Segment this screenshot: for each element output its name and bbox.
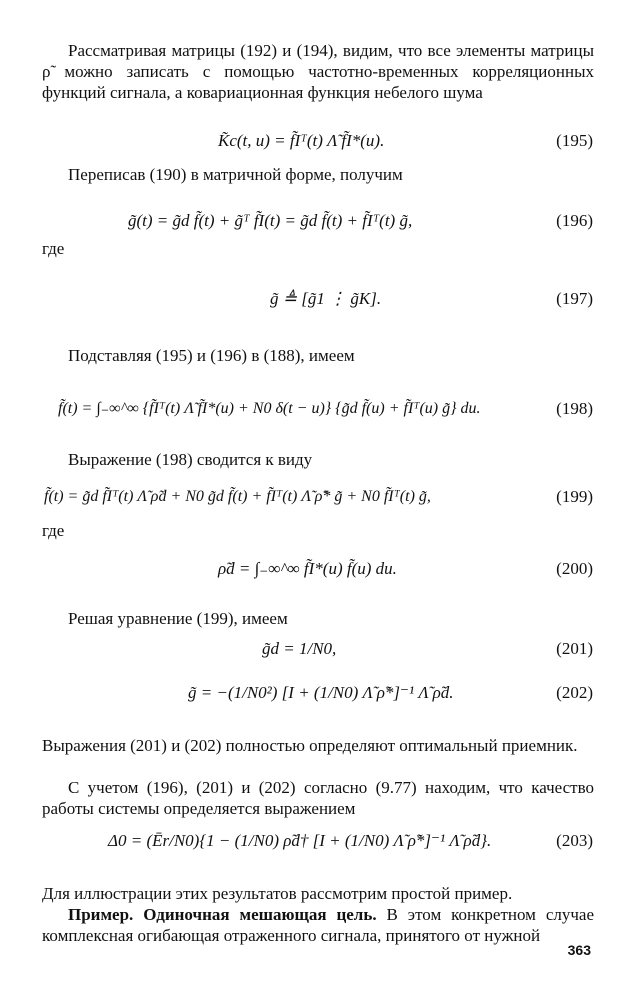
equation-number-195: (195) bbox=[556, 131, 593, 150]
equation-203 bbox=[108, 830, 491, 852]
equation-number-199: (199) bbox=[556, 487, 593, 506]
example-heading: Пример. Одиночная мешающая цель. bbox=[68, 905, 377, 924]
equation-200-text: ρ̃d = ∫₋∞^∞ f̃I*(u) f̃(u) du. bbox=[218, 559, 397, 578]
page-number: 363 bbox=[567, 942, 591, 958]
paragraph-intro: Рассматривая матрицы (192) и (194), видим, что все элементы матрицы ρ̃ можно записать с помощью частотно-временных корреляционных функций сигнала, а ковариационная функция небелого шума bbox=[42, 41, 594, 102]
paragraph-expressions: Выражения (201) и (202) полностью определяют оптимальный приемник. bbox=[42, 736, 578, 755]
equation-195 bbox=[218, 130, 384, 152]
equation-number-200: (200) bbox=[556, 559, 593, 578]
equation-196-text: g̃(t) = g̃d f̃(t) + g̃ᵀ f̃I(t) = g̃d f̃(t) + f̃Iᵀ(t) g̃, bbox=[128, 211, 413, 230]
equation-199-text: f̃(t) = g̃d f̃Iᵀ(t) Λ̃ ρ̃d + N0 g̃d f̃(t) + f̃Iᵀ(t) Λ̃ ρ̃* g̃ + N0 f̃Iᵀ(t) g̃, bbox=[44, 488, 431, 505]
equation-196 bbox=[128, 210, 412, 232]
where-2: где bbox=[42, 521, 65, 540]
equation-198-text: f̃(t) = ∫₋∞^∞ {f̃Iᵀ(t) Λ̃ f̃I*(u) + N0 δ(t − u)} {g̃d f̃(u) + f̃Iᵀ(u) g̃} du. bbox=[58, 400, 481, 417]
paragraph-quality: С учетом (196), (201) и (202) согласно (9.77) находим, что качество работы системы определяется выражением bbox=[42, 778, 594, 818]
paragraph-reduces: Выражение (198) сводится к виду bbox=[68, 450, 313, 469]
equation-200 bbox=[218, 558, 397, 580]
equation-198 bbox=[58, 398, 481, 420]
equation-202-text: g̃ = −(1/N0²) [I + (1/N0) Λ̃ ρ̃*]⁻¹ Λ̃ ρ̃d. bbox=[188, 683, 454, 702]
paragraph-solving: Решая уравнение (199), имеем bbox=[68, 609, 288, 628]
equation-199 bbox=[44, 486, 431, 508]
paragraph-illustration: Для иллюстрации этих результатов рассмотрим простой пример. bbox=[42, 884, 513, 903]
paragraph-substitute: Подставляя (195) и (196) в (188), имеем bbox=[68, 346, 355, 365]
paragraph-rewrite: Переписав (190) в матричной форме, получим bbox=[68, 165, 403, 184]
equation-number-196: (196) bbox=[556, 211, 593, 230]
equation-201-text: g̃d = 1/N0, bbox=[262, 639, 337, 658]
equation-195-text: K̃c(t, u) = f̃Iᵀ(t) Λ̃ f̃I*(u). bbox=[218, 131, 385, 150]
equation-197 bbox=[270, 288, 381, 310]
equation-number-202: (202) bbox=[556, 683, 593, 702]
equation-number-203: (203) bbox=[556, 831, 593, 850]
equation-number-197: (197) bbox=[556, 289, 593, 308]
equation-number-198: (198) bbox=[556, 399, 593, 418]
equation-202 bbox=[188, 682, 453, 704]
equation-203-text: Δ0 = (Ēr/N0){1 − (1/N0) ρ̃d† [I + (1/N0) Λ̃ ρ̃*]⁻¹ Λ̃ ρ̃d}. bbox=[108, 831, 492, 850]
where-1: где bbox=[42, 239, 65, 258]
paragraph-example bbox=[42, 904, 594, 946]
example-text: В этом конкретном случае комплексная огибающая отраженного сигнала, принятого от нужной bbox=[42, 905, 595, 945]
equation-197-text: g̃ ≜ [g̃1 ⋮ g̃K]. bbox=[270, 289, 382, 308]
equation-201 bbox=[262, 638, 336, 660]
equation-number-201: (201) bbox=[556, 639, 593, 658]
